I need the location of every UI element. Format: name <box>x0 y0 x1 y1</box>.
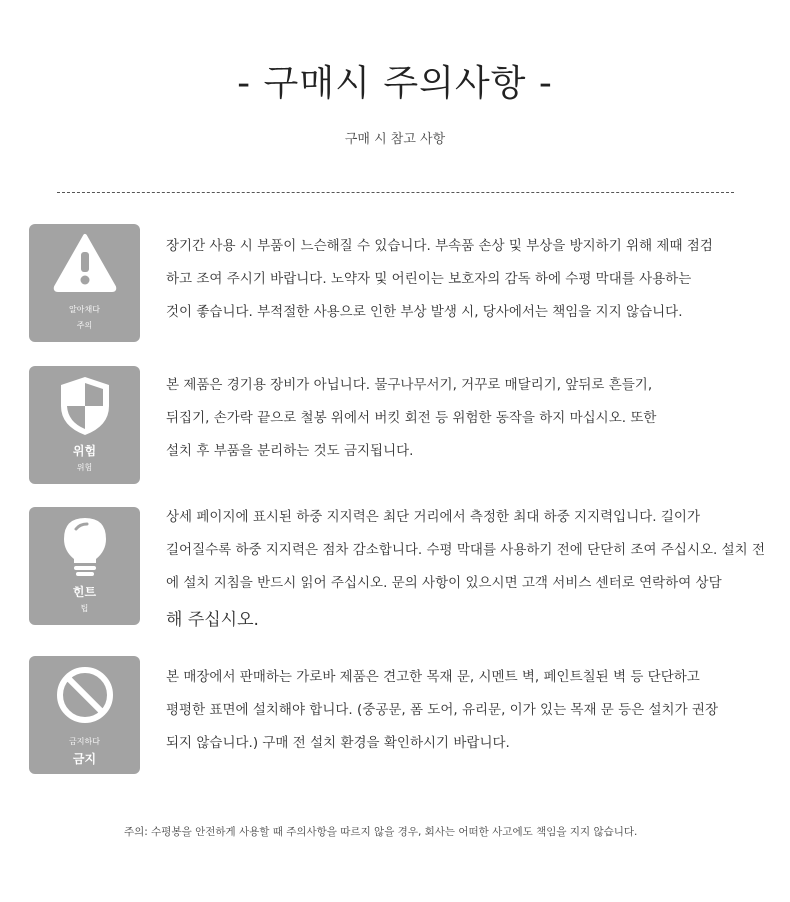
caution-label-bottom: 주의 <box>76 321 93 330</box>
prohibited-badge <box>29 656 140 774</box>
text-line: 본 제품은 경기용 장비가 아닙니다. 물구나무서기, 거꾸로 매달리기, 앞뒤로 흔들기, <box>166 377 653 393</box>
prohibited-icon <box>55 665 115 725</box>
page-title: - 구매시 주의사항 - <box>237 63 553 104</box>
text-line: 장기간 사용 시 부품이 느슨해질 수 있습니다. 부속품 손상 및 부상을 방지하기 위해 제때 점검 <box>166 238 713 254</box>
danger-label-small: 위험 <box>76 463 93 472</box>
text-line: 길어질수록 하중 지지력은 점차 감소합니다. 수평 막대를 사용하기 전에 단단히 조여 주십시오. 설치 전 <box>166 542 766 558</box>
lightbulb-icon <box>60 515 110 581</box>
text-line: 평평한 표면에 설치해야 합니다. (중공문, 폼 도어, 유리문, 이가 있는 목재 문 등은 설치가 권장 <box>166 702 718 718</box>
dashed-divider <box>57 192 734 193</box>
footer-note: 주의: 수평봉을 안전하게 사용할 때 주의사항을 따르지 않을 경우, 회사는 어떠한 사고에도 책임을 지지 않습니다. <box>124 826 638 838</box>
text-line: 되지 않습니다.) 구매 전 설치 환경을 확인하시기 바랍니다. <box>166 735 510 751</box>
danger-badge <box>29 366 140 484</box>
page-subtitle: 구매 시 참고 사항 <box>344 132 446 147</box>
hint-text <box>166 501 766 637</box>
prohibited-label-small: 금지하다 <box>69 737 100 746</box>
warning-triangle-icon <box>52 232 118 292</box>
danger-label-big: 위험 <box>72 444 97 458</box>
text-line: 상세 페이지에 표시된 하중 지지력은 최단 거리에서 측정한 최대 하중 지지력입니다. 길이가 <box>166 509 701 525</box>
text-line: 설치 후 부품을 분리하는 것도 금지됩니다. <box>166 443 414 459</box>
text-line: 해 주십시오. <box>166 610 259 630</box>
caution-label-top: 알아채다 <box>69 305 100 314</box>
text-line: 하고 조여 주시기 바랍니다. 노약자 및 어린이는 보호자의 감독 하에 수평 막대를 사용하는 <box>166 271 692 287</box>
hint-label-big: 힌트 <box>72 585 97 599</box>
hint-label-small: 팁 <box>80 604 89 613</box>
caution-badge <box>29 224 140 342</box>
caution-text <box>166 230 726 329</box>
shield-icon <box>57 374 113 438</box>
text-line: 에 설치 지침을 반드시 읽어 주십시오. 문의 사항이 있으시면 고객 서비스 센터로 연락하여 상담 <box>166 575 722 591</box>
hint-badge <box>29 507 140 625</box>
text-line: 뒤집기, 손가락 끝으로 철봉 위에서 버킷 회전 등 위험한 동작을 하지 마십시오. 또한 <box>166 410 657 426</box>
prohibited-text <box>166 661 726 760</box>
text-line: 본 매장에서 판매하는 가로바 제품은 견고한 목재 문, 시멘트 벽, 페인트칠된 벽 등 단단하고 <box>166 669 700 685</box>
danger-text <box>166 369 726 468</box>
prohibited-label-big: 금지 <box>72 752 97 766</box>
text-line: 것이 좋습니다. 부적절한 사용으로 인한 부상 발생 시, 당사에서는 책임을 지지 않습니다. <box>166 304 683 320</box>
